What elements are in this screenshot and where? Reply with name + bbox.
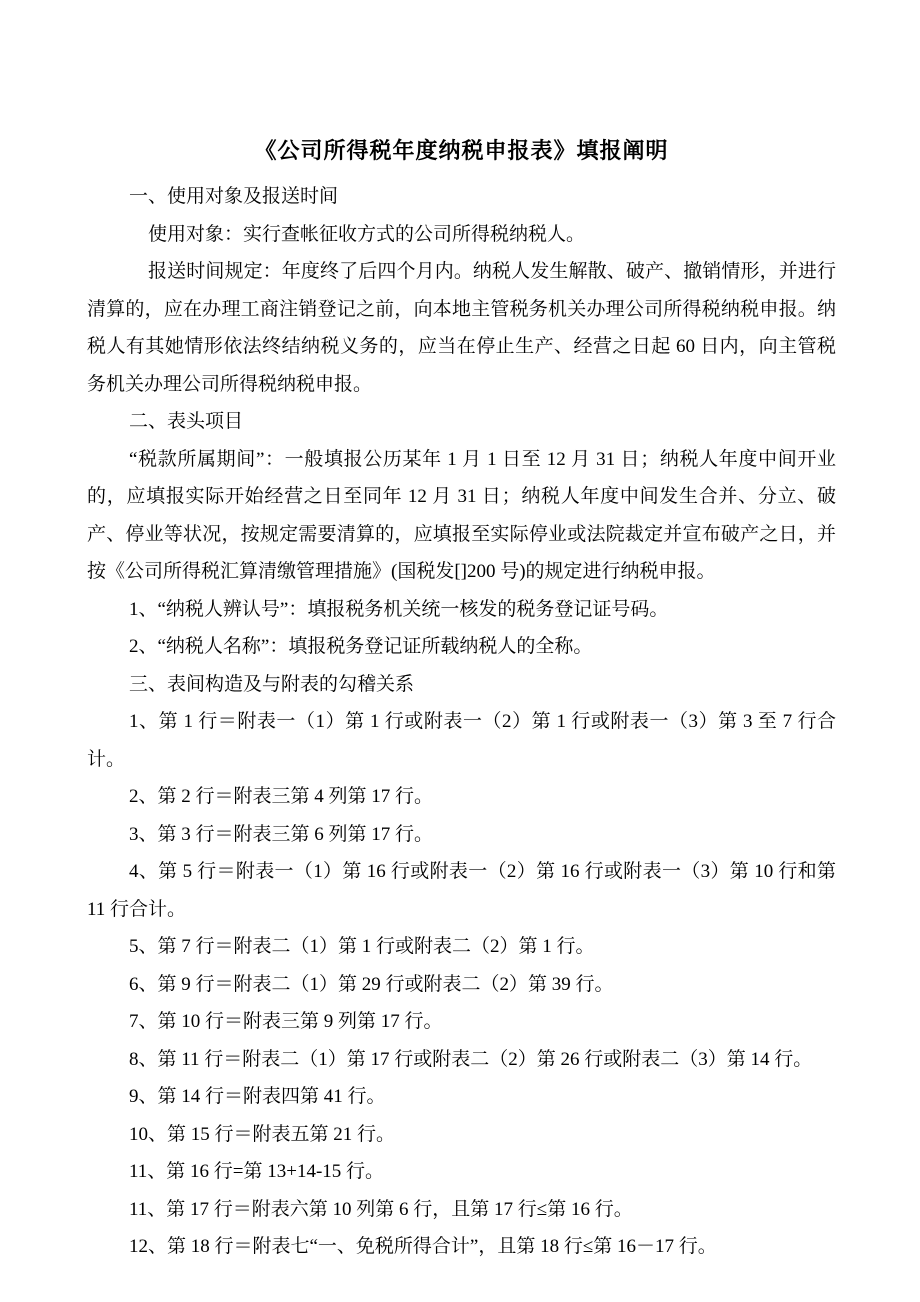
paragraph: 二、表头项目 [129,411,244,432]
paragraph: 7、第 10 行＝附表三第 9 列第 17 行。 [129,1011,443,1032]
paragraph: 11、第 16 行=第 13+14-15 行。 [129,1161,385,1182]
paragraph: 一、使用对象及报送时间 [129,186,339,207]
paragraph: 10、第 15 行＝附表五第 21 行。 [129,1123,396,1145]
paragraph: 三、表间构造及与附表的勾稽关系 [129,673,415,695]
paragraph: 4、第 5 行＝附表一（1）第 16 行或附表一（2）第 16 行或附表一（3）第 10 行和第 11 行合计。 [87,861,836,920]
page-title: 《公司所得税年度纳税申报表》填报阐明 [254,138,669,163]
paragraph: 报送时间规定：年度终了后四个月内。纳税人发生解散、破产、撤销情形，并进行清算的，应在办理工商注销登记之前，向本地主管税务机关办理公司所得税纳税申报。纳税人有其她情形依法终结纳税义务的，应当在停止生产、经营之日起 60 日内，向主管税务机关办理公司所得税纳税申报。 [87,261,836,395]
paragraph: “税款所属期间”：一般填报公历某年 1 月 1 日至 12 月 31 日；纳税人年度中间开业的，应填报实际开始经营之日至同年 12 月 31 日；纳税人年度中间发生合并、分立、破产、停业等状况，按规定需要清算的，应填报至实际停业或法院裁定并宣布破产之日，并按《公司所得税汇算清缴管理措施》(国税发[]200 号)的规定进行纳税申报。 [87,448,836,582]
paragraph: 1、“纳税人辨认号”：填报税务机关统一核发的税务登记证号码。 [129,598,669,620]
paragraph: 1、第 1 行＝附表一（1）第 1 行或附表一（2）第 1 行或附表一（3）第 3 至 7 行合计。 [87,711,836,770]
paragraph: 5、第 7 行＝附表二（1）第 1 行或附表二（2）第 1 行。 [129,936,595,957]
paragraph: 使用对象：实行查帐征收方式的公司所得税纳税人。 [148,223,586,245]
paragraph: 2、“纳税人名称”：填报税务登记证所载纳税人的全称。 [129,636,593,657]
paragraph: 8、第 11 行＝附表二（1）第 17 行或附表二（2）第 26 行或附表二（3）第 14 行。 [129,1048,813,1070]
paragraph: 3、第 3 行＝附表三第 6 列第 17 行。 [129,823,434,845]
paragraph: 2、第 2 行＝附表三第 4 列第 17 行。 [129,786,434,807]
document-body [87,178,836,1266]
paragraph: 6、第 9 行＝附表二（1）第 29 行或附表二（2）第 39 行。 [129,973,614,995]
paragraph: 12、第 18 行＝附表七“一、免税所得合计”，且第 18 行≤第 16－17 行。 [129,1236,717,1257]
paragraph: 9、第 14 行＝附表四第 41 行。 [129,1086,386,1107]
paragraph: 11、第 17 行＝附表六第 10 列第 6 行，且第 17 行≤第 16 行。 [129,1198,633,1220]
